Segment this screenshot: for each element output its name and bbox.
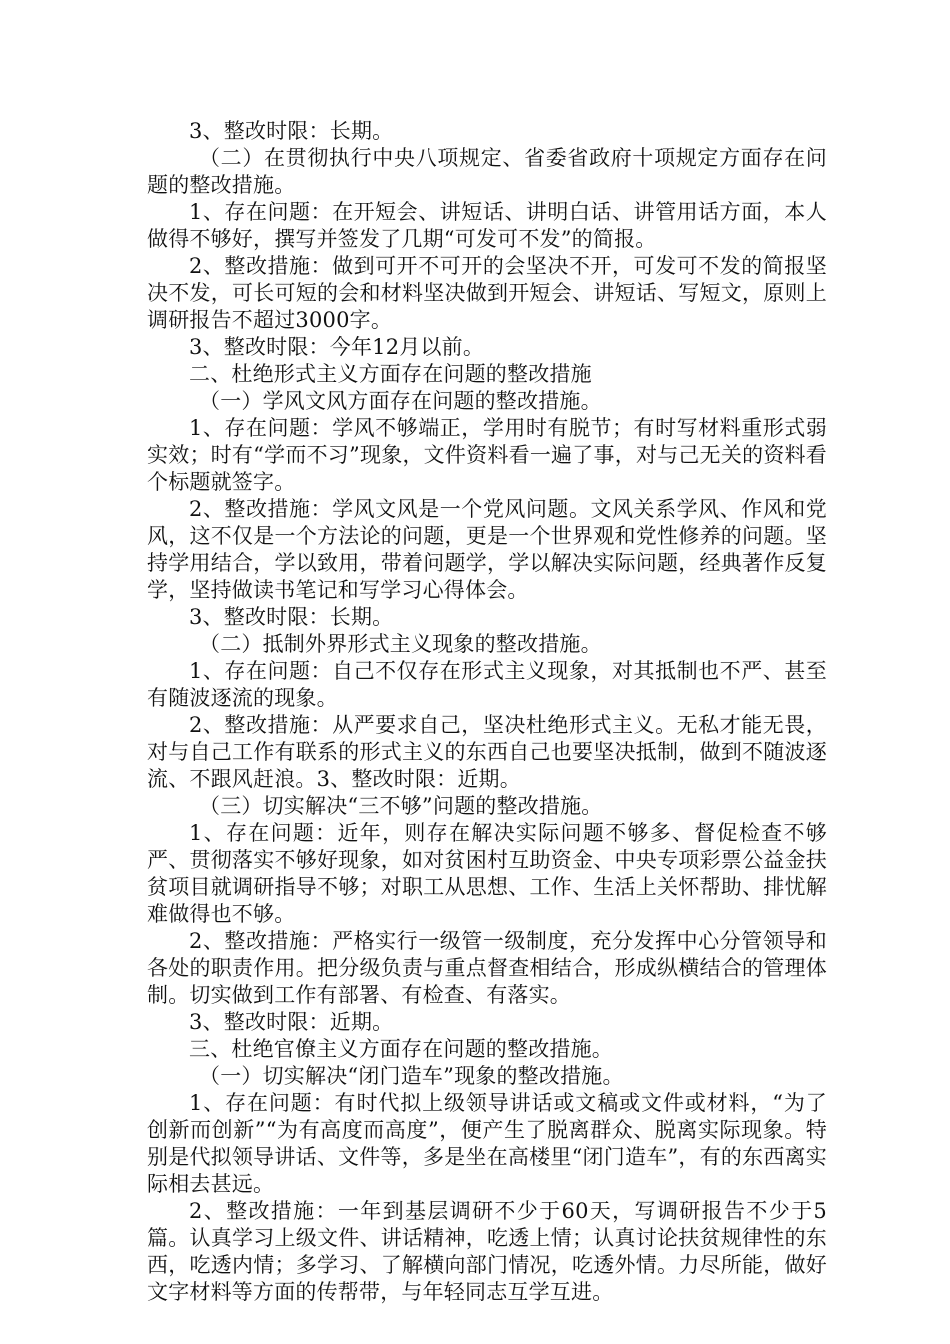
paragraph: 2、整改措施：一年到基层调研不少于60天，写调研报告不少于5篇。认真学习上级文件、讲话精神，吃透上情；认真讨论扶贫规律性的东西，吃透内情；多学习、了解横向部门情况，吃透外情。力尽所能，做好文字材料等方面的传帮带，与年轻同志互学互进。 — [147, 1199, 827, 1304]
paragraph: （二）抵制外界形式主义现象的整改措施。 — [199, 632, 602, 656]
paragraph: （三）切实解决“三不够”问题的整改措施。 — [199, 794, 603, 818]
paragraph: （一）学风文风方面存在问题的整改措施。 — [199, 389, 602, 413]
paragraph: 1、存在问题：学风不够端正，学用时有脱节；有时写材料重形式弱实效；时有“学而不习”现象，文件资料看一遍了事，对与己无关的资料看个标题就签字。 — [147, 416, 827, 494]
paragraph: 2、整改措施：严格实行一级管一级制度，充分发挥中心分管领导和各处的职责作用。把分级负责与重点督查相结合，形成纵横结合的管理体制。切实做到工作有部署、有检查、有落实。 — [147, 929, 827, 1007]
paragraph: （一）切实解决“闭门造车”现象的整改措施。 — [199, 1064, 624, 1088]
paragraph: 2、整改措施：学风文风是一个党风问题。文风关系学风、作风和党风，这不仅是一个方法论的问题，更是一个世界观和党性修养的问题。坚持学用结合，学以致用，带着问题学，学以解决实际问题，经典著作反复学，坚持做读书笔记和写学习心得体会。 — [147, 497, 827, 602]
document-body — [147, 118, 827, 1306]
paragraph: （二）在贯彻执行中央八项规定、省委省政府十项规定方面存在问题的整改措施。 — [147, 146, 827, 197]
paragraph: 1、存在问题：有时代拟上级领导讲话或文稿或文件或材料，“为了创新而创新”“为有高度而高度”，便产生了脱离群众、脱离实际现象。特别是代拟领导讲话、文件等，多是坐在高楼里“闭门造车”，有的东西离实际相去甚远。 — [147, 1091, 827, 1196]
paragraph: 3、整改时限：长期。 — [189, 119, 394, 143]
paragraph: 3、整改时限：近期。 — [189, 1010, 394, 1034]
section-heading: 三、杜绝官僚主义方面存在问题的整改措施。 — [189, 1037, 613, 1061]
section-heading: 二、杜绝形式主义方面存在问题的整改措施 — [189, 362, 592, 386]
paragraph: 2、整改措施：从严要求自己，坚决杜绝形式主义。无私才能无畏，对与自己工作有联系的形式主义的东西自己也要坚决抵制，做到不随波逐流、不跟风赶浪。3、整改时限：近期。 — [147, 713, 827, 791]
paragraph: 2、整改措施：做到可开不可开的会坚决不开，可发可不发的简报坚决不发，可长可短的会和材料坚决做到开短会、讲短话、写短文，原则上调研报告不超过3000字。 — [147, 254, 827, 332]
paragraph: 1、存在问题：自己不仅存在形式主义现象，对其抵制也不严、甚至有随波逐流的现象。 — [147, 659, 827, 710]
paragraph: 1、存在问题：在开短会、讲短话、讲明白话、讲管用话方面，本人做得不够好，撰写并签发了几期“可发可不发”的简报。 — [147, 200, 827, 251]
paragraph: 3、整改时限：今年12月以前。 — [189, 335, 485, 359]
paragraph: 3、整改时限：长期。 — [189, 605, 394, 629]
paragraph: 1、存在问题：近年，则存在解决实际问题不够多、督促检查不够严、贯彻落实不够好现象，如对贫困村互助资金、中央专项彩票公益金扶贫项目就调研指导不够；对职工从思想、工作、生活上关怀帮助、排忧解难做得也不够。 — [147, 821, 827, 926]
